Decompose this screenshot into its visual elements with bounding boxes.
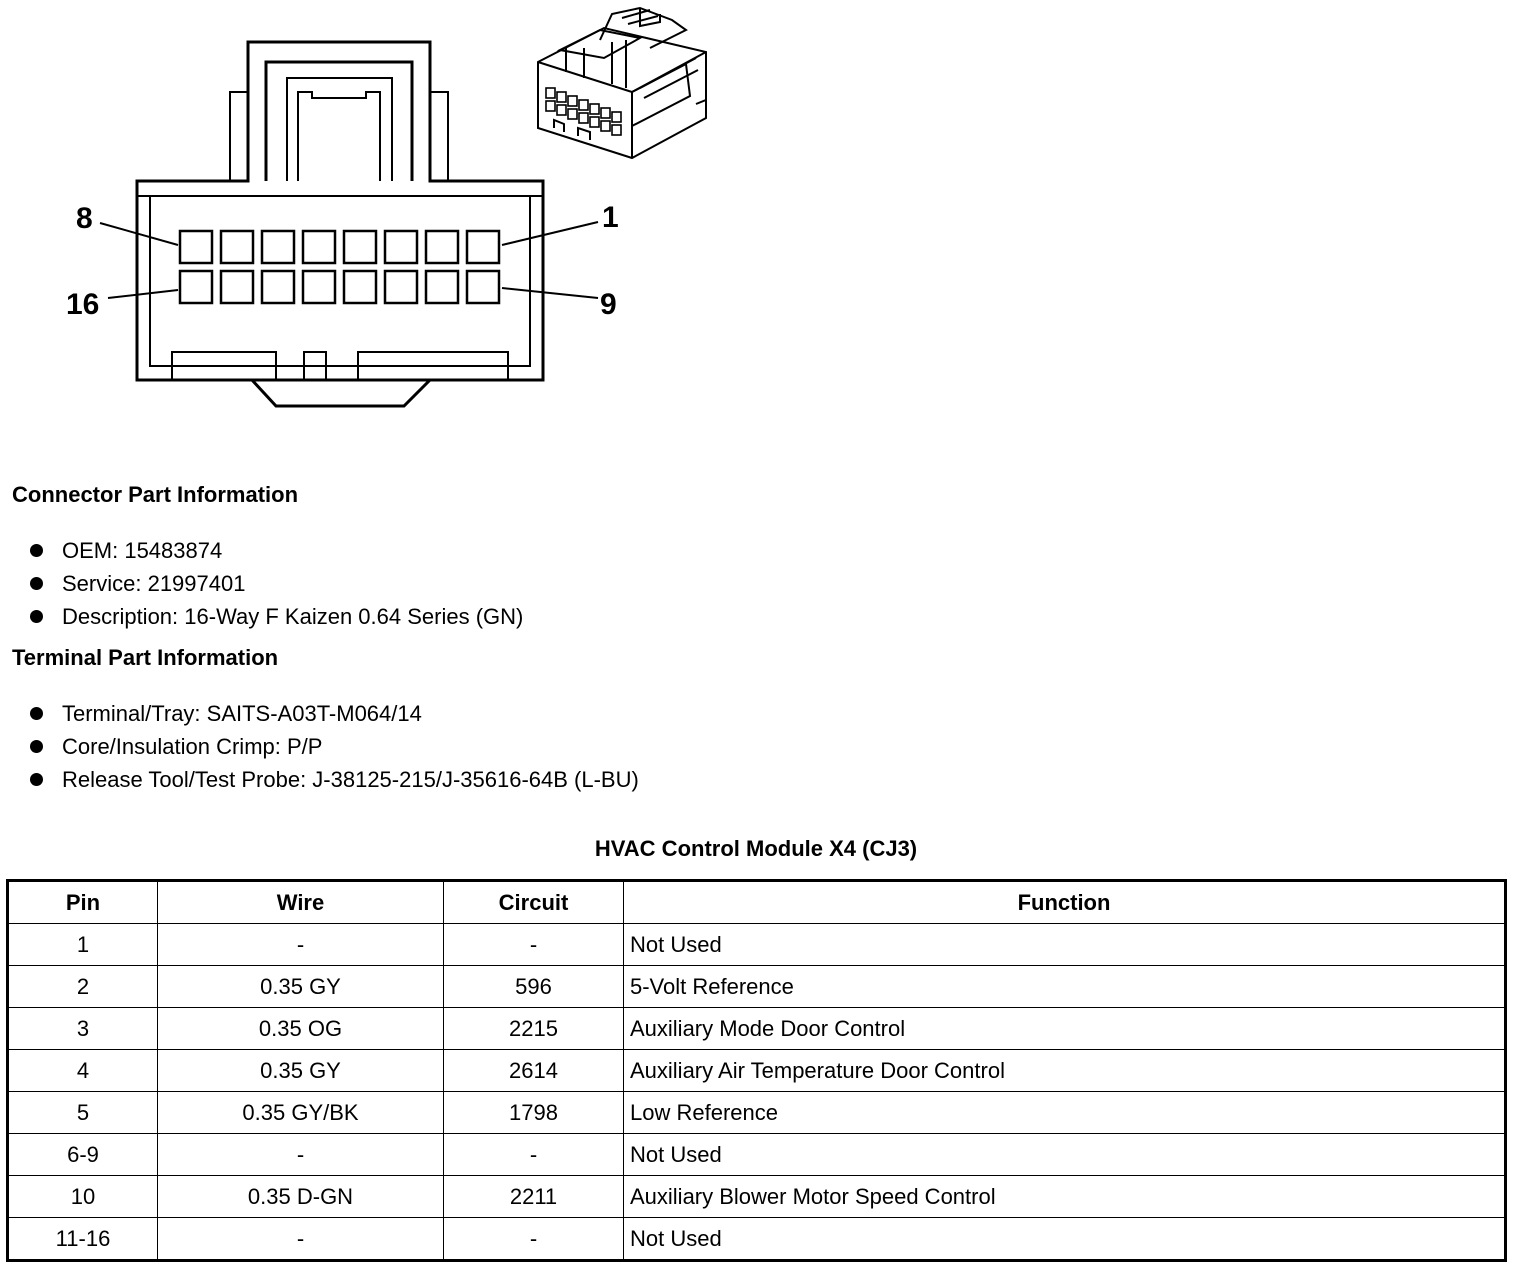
table-title: HVAC Control Module X4 (CJ3) <box>594 836 918 861</box>
bottom-tab <box>252 380 430 406</box>
list-item <box>28 534 523 567</box>
table-row <box>8 1134 1506 1176</box>
connector-iso-view <box>538 8 706 158</box>
cell-function: Not Used <box>624 1134 1506 1176</box>
list-item <box>28 730 639 763</box>
bullet-icon <box>30 707 43 720</box>
table-body <box>8 924 1506 1261</box>
column-header-wire: Wire <box>158 881 444 924</box>
column-header-circuit: Circuit <box>444 881 624 924</box>
table-row <box>8 1176 1506 1218</box>
cell-function: Auxiliary Air Temperature Door Control <box>624 1050 1506 1092</box>
list-item <box>28 763 639 796</box>
terminal-info-list <box>28 697 639 796</box>
cell-pin: 3 <box>8 1008 158 1050</box>
list-item <box>28 600 523 633</box>
column-header-function: Function <box>624 881 1506 924</box>
cell-wire: 0.35 OG <box>158 1008 444 1050</box>
connector-diagram <box>0 0 760 420</box>
bullet-icon <box>30 773 43 786</box>
cell-circuit: 596 <box>444 966 624 1008</box>
terminal-crimp: Core/Insulation Crimp: P/P <box>62 734 323 759</box>
pin-label-9: 9 <box>600 288 617 321</box>
pin-label-8: 8 <box>76 202 93 235</box>
cell-pin: 11-16 <box>8 1218 158 1261</box>
table-row <box>8 966 1506 1008</box>
cell-wire: 0.35 GY/BK <box>158 1092 444 1134</box>
connector-service: Service: 21997401 <box>62 571 246 596</box>
cell-wire: - <box>158 924 444 966</box>
cell-circuit: - <box>444 1134 624 1176</box>
list-item <box>28 567 523 600</box>
cell-pin: 4 <box>8 1050 158 1092</box>
list-item <box>28 697 639 730</box>
cell-circuit: 2211 <box>444 1176 624 1218</box>
terminal-info-heading: Terminal Part Information <box>12 645 279 670</box>
connector-oem: OEM: 15483874 <box>62 538 223 563</box>
cell-wire: 0.35 GY <box>158 1050 444 1092</box>
terminal-release-tool: Release Tool/Test Probe: J-38125-215/J-35616-64B (L-BU) <box>62 767 639 792</box>
table-row <box>8 1092 1506 1134</box>
pin-label-1: 1 <box>602 201 619 234</box>
pin-label-16: 16 <box>66 288 100 321</box>
cell-function: Not Used <box>624 1218 1506 1261</box>
cell-wire: - <box>158 1218 444 1261</box>
pin-leader-lines <box>100 222 598 298</box>
pin-row-top <box>180 231 499 263</box>
bullet-icon <box>30 610 43 623</box>
connector-latch-inner <box>287 78 392 181</box>
cell-function: Auxiliary Blower Motor Speed Control <box>624 1176 1506 1218</box>
connector-info-list <box>28 534 523 633</box>
cell-pin: 2 <box>8 966 158 1008</box>
table-header-row <box>8 881 1506 924</box>
cell-function: Auxiliary Mode Door Control <box>624 1008 1506 1050</box>
connector-body-outline <box>137 42 543 380</box>
column-header-pin: Pin <box>8 881 158 924</box>
table-row <box>8 1218 1506 1261</box>
cell-function: Not Used <box>624 924 1506 966</box>
cell-circuit: - <box>444 1218 624 1261</box>
cell-pin: 10 <box>8 1176 158 1218</box>
table-row <box>8 1008 1506 1050</box>
terminal-tray: Terminal/Tray: SAITS-A03T-M064/14 <box>62 701 422 726</box>
cell-circuit: 2215 <box>444 1008 624 1050</box>
bullet-icon <box>30 544 43 557</box>
bullet-icon <box>30 740 43 753</box>
table-row <box>8 1050 1506 1092</box>
table-row <box>8 924 1506 966</box>
cell-circuit: - <box>444 924 624 966</box>
bullet-icon <box>30 577 43 590</box>
cell-pin: 5 <box>8 1092 158 1134</box>
cell-wire: 0.35 D-GN <box>158 1176 444 1218</box>
cell-function: Low Reference <box>624 1092 1506 1134</box>
cell-function: 5-Volt Reference <box>624 966 1506 1008</box>
cell-circuit: 1798 <box>444 1092 624 1134</box>
pinout-table <box>6 879 1507 1262</box>
cell-pin: 1 <box>8 924 158 966</box>
pin-row-bottom <box>180 271 499 303</box>
connector-info-heading: Connector Part Information <box>12 482 299 507</box>
connector-description: Description: 16-Way F Kaizen 0.64 Series (GN) <box>62 604 524 629</box>
cell-pin: 6-9 <box>8 1134 158 1176</box>
cell-circuit: 2614 <box>444 1050 624 1092</box>
cell-wire: 0.35 GY <box>158 966 444 1008</box>
cell-wire: - <box>158 1134 444 1176</box>
connector-body-inner <box>150 196 530 366</box>
